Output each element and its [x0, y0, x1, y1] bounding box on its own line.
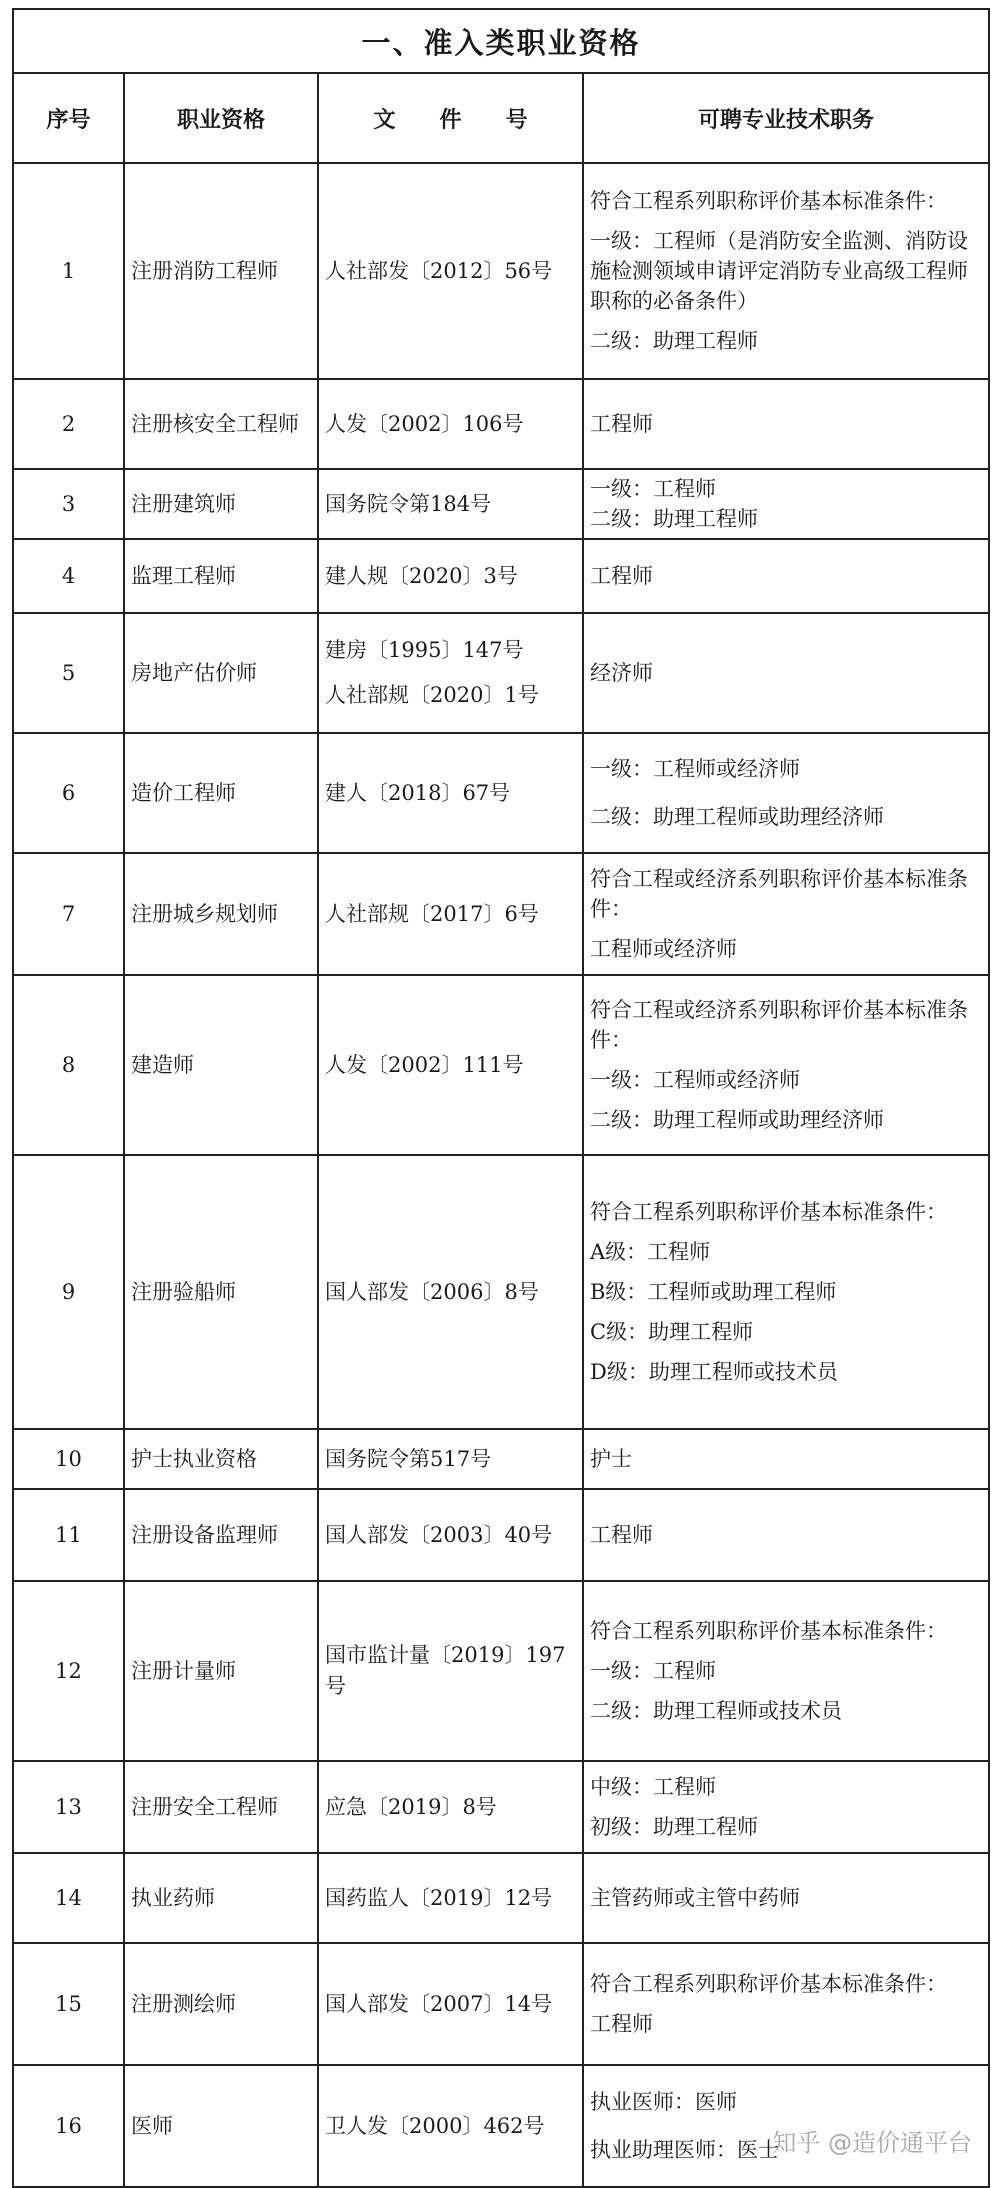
- position-line: 工程师: [590, 1523, 653, 1547]
- header-document: 文 件 号: [318, 73, 583, 163]
- document-number: 建人规〔2020〕3号: [325, 563, 518, 588]
- qualification-table: [12, 8, 990, 2188]
- document-number-cell: [318, 379, 583, 469]
- document-number-cell: [318, 469, 583, 539]
- table-row: [13, 1853, 989, 1943]
- table-title: 一、准入类职业资格: [13, 9, 989, 73]
- table-row: [13, 1155, 989, 1429]
- position-line: A级：工程师: [590, 1240, 711, 1264]
- row-number: 14: [13, 1853, 124, 1943]
- table-row: [13, 1761, 989, 1853]
- document-number-cell: [318, 613, 583, 733]
- positions-cell: [583, 539, 989, 613]
- table-row: [13, 163, 989, 379]
- positions-cell: [583, 163, 989, 379]
- document-number-cell: [318, 733, 583, 853]
- table-row: [13, 539, 989, 613]
- document-number-cell: [318, 2065, 583, 2187]
- position-line: 一级：工程师: [590, 1659, 716, 1683]
- row-number: 3: [13, 469, 124, 539]
- document-number: 国务院令第517号: [325, 1446, 492, 1471]
- document-number-cell: [318, 1489, 583, 1581]
- qualification-name: 监理工程师: [124, 539, 318, 613]
- position-line: 执业助理医师：医士: [590, 2138, 779, 2162]
- table-row: [13, 379, 989, 469]
- position-line: 一级：工程师或经济师: [590, 757, 800, 781]
- position-line: 符合工程系列职称评价基本标准条件：: [590, 1619, 947, 1643]
- document-number: 国人部发〔2006〕8号: [325, 1279, 539, 1304]
- row-number: 5: [13, 613, 124, 733]
- document-number: 人社部发〔2012〕56号: [325, 258, 553, 283]
- row-number: 16: [13, 2065, 124, 2187]
- header-qualification: 职业资格: [124, 73, 318, 163]
- position-line: 初级：助理工程师: [590, 1815, 758, 1839]
- positions-cell: [583, 379, 989, 469]
- qualification-name: 注册消防工程师: [124, 163, 318, 379]
- row-number: 4: [13, 539, 124, 613]
- qualification-name: 注册城乡规划师: [124, 853, 318, 975]
- positions-cell: [583, 469, 989, 539]
- positions-cell: [583, 1155, 989, 1429]
- document-number: 国人部发〔2003〕40号: [325, 1522, 553, 1547]
- qualification-name: 执业药师: [124, 1853, 318, 1943]
- table-row: [13, 1943, 989, 2065]
- position-line: B级：工程师或助理工程师: [590, 1280, 837, 1304]
- document-number: 卫人发〔2000〕462号: [325, 2113, 545, 2138]
- table-row: [13, 975, 989, 1155]
- document-number-cell: [318, 1155, 583, 1429]
- document-number-cell: [318, 853, 583, 975]
- table-row: [13, 1489, 989, 1581]
- position-line: 护士: [590, 1447, 632, 1471]
- position-line: 工程师或经济师: [590, 937, 737, 961]
- row-number: 13: [13, 1761, 124, 1853]
- position-line: 一级：工程师（是消防安全监测、消防设施检测领域申请评定消防专业高级工程师职称的必备条件）: [590, 229, 968, 313]
- document-number: 建人〔2018〕67号: [325, 780, 511, 805]
- qualification-name: 造价工程师: [124, 733, 318, 853]
- positions-cell: [583, 1581, 989, 1761]
- document-number-cell: [318, 539, 583, 613]
- position-line: 二级：助理工程师或技术员: [590, 1699, 842, 1723]
- document-number: 国人部发〔2007〕14号: [325, 1991, 553, 2016]
- row-number: 10: [13, 1429, 124, 1489]
- document-number: 国市监计量〔2019〕197号: [325, 1643, 566, 1698]
- row-number: 2: [13, 379, 124, 469]
- position-line: 工程师: [590, 2012, 653, 2036]
- document-number-cell: [318, 1853, 583, 1943]
- qualification-name: 注册验船师: [124, 1155, 318, 1429]
- qualification-name: 注册计量师: [124, 1581, 318, 1761]
- position-line: 经济师: [590, 661, 653, 685]
- row-number: 7: [13, 853, 124, 975]
- positions-cell: [583, 733, 989, 853]
- position-line: 二级：助理工程师: [590, 329, 758, 353]
- qualification-name: 注册安全工程师: [124, 1761, 318, 1853]
- row-number: 1: [13, 163, 124, 379]
- positions-cell: [583, 1489, 989, 1581]
- positions-cell: [583, 1853, 989, 1943]
- position-line: 符合工程系列职称评价基本标准条件：: [590, 1972, 947, 1996]
- document-number: 国药监人〔2019〕12号: [325, 1885, 553, 1910]
- position-line: C级：助理工程师: [590, 1320, 754, 1344]
- watermark: 知乎 @造价通平台: [772, 2129, 972, 2157]
- table-row: [13, 1581, 989, 1761]
- qualification-name: 护士执业资格: [124, 1429, 318, 1489]
- row-number: 15: [13, 1943, 124, 2065]
- qualification-name: 注册测绘师: [124, 1943, 318, 2065]
- position-line: 执业医师：医师: [590, 2090, 737, 2114]
- position-line: 符合工程或经济系列职称评价基本标准条件：: [590, 867, 968, 921]
- document-number-cell: [318, 1581, 583, 1761]
- table-row: [13, 613, 989, 733]
- positions-cell: [583, 1761, 989, 1853]
- table-row: [13, 853, 989, 975]
- position-line: 二级：助理工程师或助理经济师: [590, 805, 884, 829]
- document-number: 建房〔1995〕147号: [325, 638, 524, 662]
- qualification-name: 注册建筑师: [124, 469, 318, 539]
- position-line: 二级：助理工程师: [590, 507, 758, 531]
- position-line: 一级：工程师或经济师: [590, 1068, 800, 1092]
- position-line: 中级：工程师: [590, 1775, 716, 1799]
- qualification-name: 建造师: [124, 975, 318, 1155]
- position-line: 工程师: [590, 564, 653, 588]
- title-row: [13, 9, 989, 73]
- positions-cell: [583, 613, 989, 733]
- qualification-name: 医师: [124, 2065, 318, 2187]
- position-line: 工程师: [590, 412, 653, 436]
- row-number: 12: [13, 1581, 124, 1761]
- document-number-cell: [318, 1761, 583, 1853]
- position-line: D级：助理工程师或技术员: [590, 1360, 838, 1384]
- document-number: 国务院令第184号: [325, 491, 492, 516]
- document-number-cell: [318, 975, 583, 1155]
- header-no: 序号: [13, 73, 124, 163]
- header-positions: 可聘专业技术职务: [583, 73, 989, 163]
- qualification-name: 注册设备监理师: [124, 1489, 318, 1581]
- positions-cell: [583, 1943, 989, 2065]
- row-number: 8: [13, 975, 124, 1155]
- document-number: 人发〔2002〕111号: [325, 1052, 524, 1077]
- qualification-table-sheet: [12, 8, 988, 2188]
- positions-cell: [583, 975, 989, 1155]
- position-line: 主管药师或主管中药师: [590, 1886, 800, 1910]
- document-number-cell: [318, 1943, 583, 2065]
- position-line: 二级：助理工程师或助理经济师: [590, 1108, 884, 1132]
- document-number-cell: [318, 1429, 583, 1489]
- table-row: [13, 469, 989, 539]
- document-number: 人社部规〔2020〕1号: [325, 683, 539, 707]
- document-number: 人社部规〔2017〕6号: [325, 901, 539, 926]
- position-line: 符合工程系列职称评价基本标准条件：: [590, 1200, 947, 1224]
- table-row: [13, 1429, 989, 1489]
- header-row: [13, 73, 989, 163]
- row-number: 11: [13, 1489, 124, 1581]
- qualification-name: 房地产估价师: [124, 613, 318, 733]
- table-row: [13, 733, 989, 853]
- document-number: 应急〔2019〕8号: [325, 1794, 497, 1819]
- position-line: 一级：工程师: [590, 477, 716, 501]
- position-line: 符合工程或经济系列职称评价基本标准条件：: [590, 998, 968, 1052]
- row-number: 6: [13, 733, 124, 853]
- positions-cell: [583, 853, 989, 975]
- document-number-cell: [318, 163, 583, 379]
- positions-cell: [583, 1429, 989, 1489]
- qualification-name: 注册核安全工程师: [124, 379, 318, 469]
- row-number: 9: [13, 1155, 124, 1429]
- position-line: 符合工程系列职称评价基本标准条件：: [590, 189, 947, 213]
- document-number: 人发〔2002〕106号: [325, 411, 524, 436]
